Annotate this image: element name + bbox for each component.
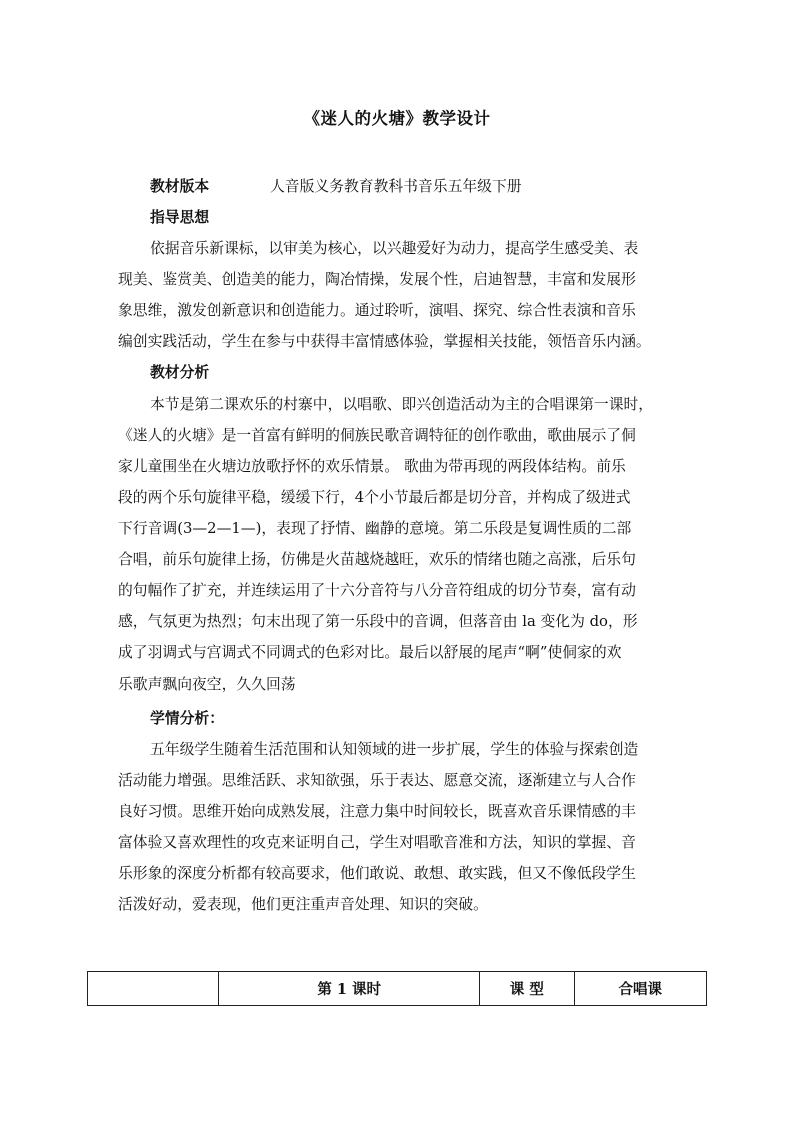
- paragraph-line: 现美、鉴赏美、创造美的能力，陶冶情操，发展个性，启迪智慧，丰富和发展形: [118, 271, 636, 288]
- paragraph-line: 良好习惯。思维开始向成熟发展，注意力集中时间较长，既喜欢音乐课情感的丰: [118, 803, 636, 820]
- paragraph-line: 活动能力增强。思维活跃、求知欲强，乐于表达、愿意交流，逐渐建立与人合作: [118, 772, 636, 789]
- paragraph-line: 本节是第二课欢乐的村寨中，以唱歌、即兴创造活动为主的合唱课第一课时，: [150, 396, 654, 413]
- paragraph-line: 成了羽调式与宫调式不同调式的色彩对比。最后以舒展的尾声“啊”使侗家的欢: [118, 644, 622, 661]
- textbook-version-value: 人音版义务教育教科书音乐五年级下册: [270, 178, 522, 195]
- table-cell-lesson-period: 第 1 课时: [219, 972, 480, 1006]
- table-cell-lesson-type-label: 课 型: [480, 972, 575, 1006]
- section-heading-material-analysis: 教材分析: [150, 364, 210, 381]
- paragraph-line: 象思维，激发创新意识和创造能力。通过聆听，演唱、探究、综合性表演和音乐: [118, 302, 636, 319]
- lesson-info-table: [87, 971, 707, 1006]
- paragraph-line: 家儿童围坐在火塘边放歌抒怀的欢乐情景。 歌曲为带再现的两段体结构。前乐: [118, 458, 626, 475]
- paragraph-line: 活泼好动，爱表现，他们更注重声音处理、知识的突破。: [118, 896, 488, 913]
- paragraph-line: 编创实践活动，学生在参与中获得丰富情感体验，掌握相关技能，领悟音乐内涵。: [118, 333, 651, 350]
- textbook-version-label: 教材版本: [150, 178, 210, 195]
- paragraph-line: 的句幅作了扩充，并连续运用了十六分音符与八分音符组成的切分节奏，富有动: [118, 582, 636, 599]
- section-heading-guiding-thought: 指导思想: [150, 209, 210, 226]
- paragraph-line: 下行音调(3—2—1—)，表现了抒情、幽静的意境。第二乐段是复调性质的二部: [118, 520, 632, 537]
- document-title: 《迷人的火塘》教学设计: [303, 109, 491, 128]
- paragraph-line: 五年级学生随着生活范围和认知领域的进一步扩展，学生的体验与探索创造: [150, 741, 639, 758]
- paragraph-line: 乐形象的深度分析都有较高要求，他们敢说、敢想、敢实践，但又不像低段学生: [118, 865, 636, 882]
- section-heading-student-analysis: 学情分析：: [150, 710, 224, 727]
- table-row: [88, 972, 707, 1006]
- table-cell: [88, 972, 219, 1006]
- paragraph-line: 段的两个乐句旋律平稳，缓缓下行，4个小节最后都是切分音，并构成了级进式: [118, 489, 631, 506]
- table-cell-lesson-type-value: 合唱课: [574, 972, 706, 1006]
- paragraph-line: 感，气氛更为热烈；句末出现了第一乐段中的音调，但落音由 la 变化为 do，形: [118, 613, 638, 630]
- paragraph-line: 依据音乐新课标，以审美为核心，以兴趣爱好为动力，提高学生感受美、表: [150, 240, 639, 257]
- paragraph-line: 《迷人的火塘》是一首富有鲜明的侗族民歌音调特征的创作歌曲，歌曲展示了侗: [118, 427, 636, 444]
- paragraph-line: 乐歌声飘向夜空，久久回荡: [118, 676, 296, 693]
- paragraph-line: 合唱，前乐句旋律上扬，仿佛是火苗越烧越旺，欢乐的情绪也随之高涨，后乐句: [118, 551, 636, 568]
- paragraph-line: 富体验又喜欢理性的攻克来证明自己，学生对唱歌音准和方法，知识的掌握、音: [118, 834, 636, 851]
